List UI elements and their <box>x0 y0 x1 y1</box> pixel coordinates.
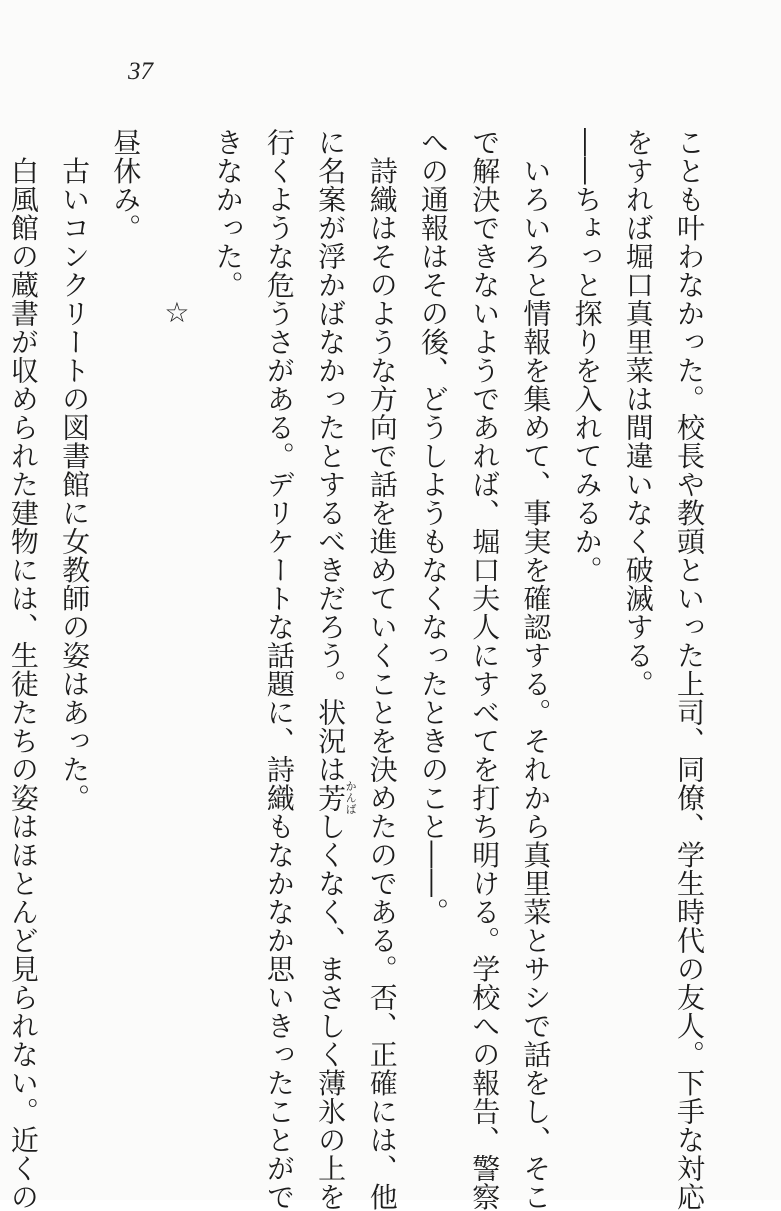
text-segment: に名案が浮かばなかったとするべきだろう。状況は <box>314 128 348 784</box>
ruby-reading: かんば <box>344 780 358 815</box>
body-text <box>0 128 715 1211</box>
page-number: 37 <box>128 58 153 85</box>
text-line: ことも叶わなかった。校長や教頭といった上司、同僚、学生時代の友人。下手な対応 <box>673 128 706 1211</box>
section-separator-star: ☆ <box>160 296 194 330</box>
ruby-word <box>314 780 358 815</box>
text-line: をすれば堀口真里菜は間違いなく破滅する。 <box>621 128 655 698</box>
text-segment: しくなく、まさしく薄氷の上を <box>314 812 348 1211</box>
text-line: いろいろと情報を集めて、事実を確認する。それから真里菜とサシで話をし、そこ <box>519 128 553 1211</box>
text-line: きなかった。 <box>211 128 245 299</box>
text-line: 白風館の蔵書が収められた建物には、生徒たちの姿はほとんど見られない。近くの <box>6 128 40 1211</box>
text-line: 行くような危うさがある。デリケートな話題に、詩織もなかなか思いきったことがで <box>262 128 296 1211</box>
text-line: 詩織はそのような方向で話を進めていくことを決めたのである。否、正確には、他 <box>365 128 399 1211</box>
ruby-base: 芳 <box>314 780 348 815</box>
text-line: ――ちょっと探りを入れてみるか。 <box>570 128 604 584</box>
text-line: 昼休み。 <box>109 128 143 242</box>
text-line: 古いコンクリートの図書館に女教師の姿はあった。 <box>58 128 92 812</box>
text-line-with-ruby <box>305 128 358 1211</box>
text-line: で解決できないようであれば、堀口夫人にすべてを打ち明ける。学校への報告、警察 <box>468 128 502 1211</box>
text-line: への通報はその後、どうしようもなくなったときのこと――。 <box>416 128 450 926</box>
